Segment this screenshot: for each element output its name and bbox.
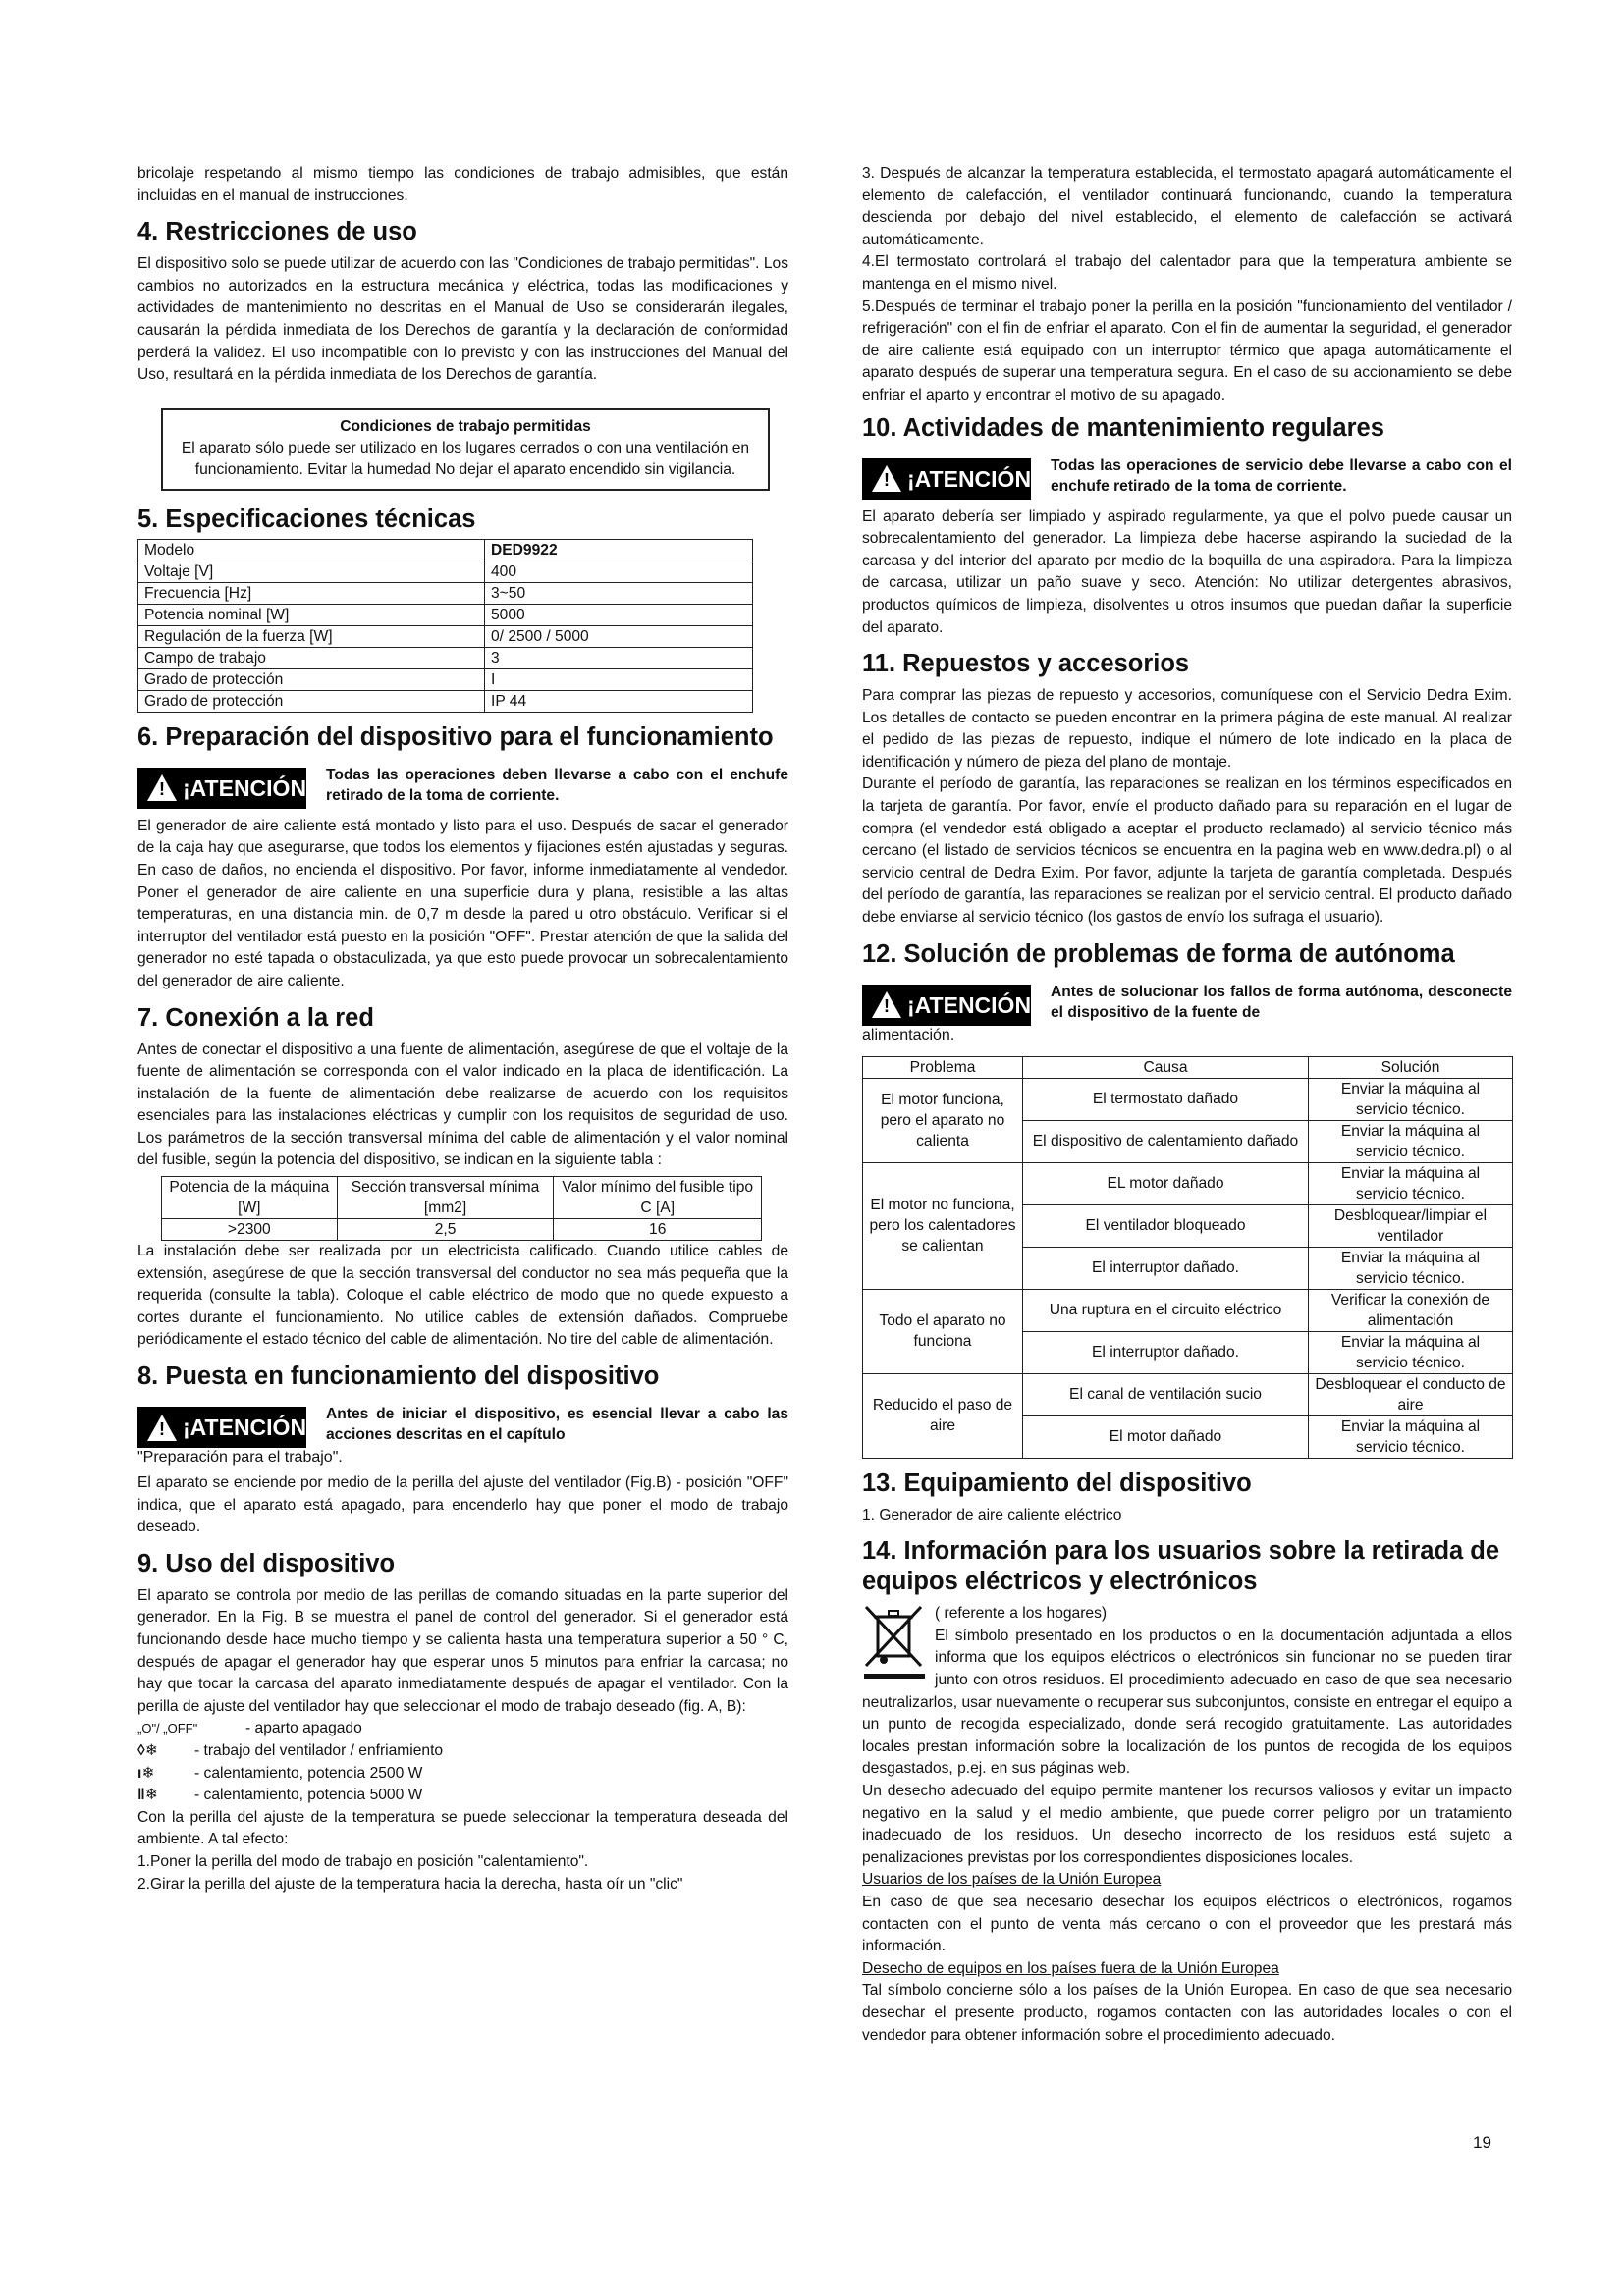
trouble-problem: El motor funciona, pero el aparato no calienta	[863, 1078, 1023, 1162]
crossed-bin-icon	[862, 1603, 927, 1682]
spec-row	[138, 647, 753, 668]
spec-row	[138, 582, 753, 604]
section-13-title: 13. Equipamiento del dispositivo	[862, 1468, 1252, 1497]
trouble-row	[863, 1373, 1513, 1415]
trouble-solution: Enviar la máquina al servicio técnico.	[1309, 1415, 1513, 1458]
trouble-cause: El interruptor dañado.	[1023, 1247, 1309, 1289]
step-5-text: 5.Después de terminar el trabajo poner la perilla en la posición "funcionamiento del ventilador / refrigeración" con el fin de enfriar el aparato. Con el fin de aumentar la seguridad, el generador de aire caliente está equipado con un interruptor térmico que apaga automáticamente el aparato después de superar una temperatura segura. En el caso de su accionamiento se debe enfriar el aparto y encontrar el motivo de su apagado.	[862, 297, 1512, 403]
cable-header-1: Potencia de la máquina [W]	[162, 1177, 338, 1219]
section-9-step-1: 1.Poner la perilla del modo de trabajo en posición "calentamiento".	[137, 1852, 589, 1870]
section-12-title: 12. Solución de problemas de forma de autónoma	[862, 939, 1455, 968]
mode-item	[137, 1763, 788, 1786]
spec-row	[138, 604, 753, 625]
right-column	[862, 163, 1512, 2047]
spec-table	[137, 539, 753, 713]
warning-triangle-icon	[872, 991, 901, 1018]
trouble-solution: Desbloquear el conducto de aire	[1309, 1373, 1513, 1415]
section-6-title: 6. Preparación del dispositivo para el funcionamiento	[137, 722, 774, 751]
spec-row	[138, 690, 753, 712]
weee-block	[862, 1603, 1512, 1781]
spec-value: 400	[485, 561, 753, 582]
spec-row	[138, 625, 753, 647]
warning-block-10	[862, 455, 1512, 501]
trouble-solution: Enviar la máquina al servicio técnico.	[1309, 1331, 1513, 1373]
mode-description: - calentamiento, potencia 2500 W	[194, 1764, 423, 1782]
cable-cell: 16	[554, 1219, 762, 1241]
non-eu-title: Desecho de equipos en los países fuera de la Unión Europea	[862, 1959, 1279, 1977]
step-4-text: 4.El termostato controlará el trabajo del calentador para que la temperatura ambiente se mantenga en el mismo nivel.	[862, 253, 1512, 293]
warning-badge: ! ¡ATENCIÓN!	[137, 1407, 306, 1448]
spec-value: 0/ 2500 / 5000	[485, 625, 753, 647]
section-8-text: El aparato se enciende por medio de la perilla del ajuste del ventilador (Fig.B) - posición "OFF" indica, que el aparato está apagado, para encenderlo hay que poner el modo de trabajo deseado.	[137, 1474, 788, 1536]
mode-item	[137, 1718, 788, 1740]
spec-row	[138, 561, 753, 582]
weee-intro: ( referente a los hogares)	[935, 1605, 1108, 1623]
spec-label: Voltaje [V]	[138, 561, 485, 582]
section-9-step-2: 2.Girar la perilla del ajuste de la temperatura hacia la derecha, hasta oír un "clic"	[137, 1875, 683, 1893]
spec-label: Modelo	[138, 539, 485, 561]
trouble-problem: Todo el aparato no funciona	[863, 1289, 1023, 1373]
spec-value: 3~50	[485, 582, 753, 604]
trouble-cause: El ventilador bloqueado	[1023, 1204, 1309, 1247]
warning-triangle-icon	[147, 774, 177, 801]
section-11-title: 11. Repuestos y accesorios	[862, 650, 1190, 678]
section-9-title: 9. Uso del dispositivo	[137, 1549, 396, 1577]
trouble-solution: Enviar la máquina al servicio técnico.	[1309, 1247, 1513, 1289]
warning-text-continued: "Preparación para el trabajo".	[137, 1449, 343, 1467]
warning-text: Todas las operaciones deben llevarse a cabo con el enchufe retirado de la toma de corriente.	[326, 766, 788, 804]
section-7-text: Antes de conectar el dispositivo a una fuente de alimentación, asegúrese de que el voltaje de la fuente de alimentación se corresponda con el valor indicado en la placa de identificación. La instalación de la fuente de alimentación debe realizarse de acuerdo con los requisitos esenciales para las instalaciones eléctricas y cumplir con los requisitos de seguridad de uso. Los parámetros de la sección transversal mínima del cable de alimentación y el valor nominal del fusible, según la potencia del dispositivo, se indican en la siguiente tabla :	[137, 1041, 788, 1169]
section-7-title: 7. Conexión a la red	[137, 1003, 374, 1032]
mode-symbol: „O"/ „OFF"	[137, 1721, 198, 1736]
trouble-header-solution: Solución	[1309, 1056, 1513, 1078]
section-6-text: El generador de aire caliente está montado y listo para el uso. Después de sacar el generador de la caja hay que asegurarse, que todos los elementos y fijaciones estén ajustadas y seguras. En caso de daños, no encienda el dispositivo. Por favor, informe inmediatamente al vendedor. Poner el generador de aire caliente en una superficie dura y plana, resistible a las altas temperaturas, en una distancia min. de 0,7 m desde la pared u otro obstáculo. Verificar si el interruptor del ventilador está puesto en la posición "OFF". Prestar atención de que la salida del generador no esté tapada o obstaculizada, ya que esto puede provocar un sobrecalentamiento del generador de aire caliente.	[137, 817, 788, 989]
page-number: 19	[1473, 2133, 1491, 2152]
cable-table	[161, 1176, 762, 1241]
warning-badge: ! ¡ATENCIÓN!	[862, 985, 1031, 1026]
trouble-problem: El motor no funciona, pero los calentadores se calientan	[863, 1162, 1023, 1289]
trouble-header-problem: Problema	[863, 1056, 1023, 1078]
trouble-cause: El motor dañado	[1023, 1415, 1309, 1458]
section-14-title: 14. Información para los usuarios sobre la retirada de equipos eléctricos y electrónicos	[862, 1537, 1500, 1596]
trouble-header-cause: Causa	[1023, 1056, 1309, 1078]
section-4-text: El dispositivo solo se puede utilizar de acuerdo con las "Condiciones de trabajo permitidas". Los cambios no autorizados en la estructura mecánica y eléctrica, todas las modificaciones y actividades de mantenimiento no descritas en el Manual de Uso se considerarán ilegales, causarán la pérdida inmediata de los Derechos de garantía y la declaración de conformidad perderá la validez. El uso incompatible con lo previsto y con las instrucciones del Manual del Uso, resultará en la pérdida inmediata de los Derechos de garantía.	[137, 255, 788, 384]
trouble-cause: Una ruptura en el circuito eléctrico	[1023, 1289, 1309, 1331]
mode-item	[137, 1785, 788, 1807]
spec-value: DED9922	[485, 539, 753, 561]
spec-label: Frecuencia [Hz]	[138, 582, 485, 604]
section-8-title: 8. Puesta en funcionamiento del dispositivo	[137, 1362, 660, 1391]
mode-description: - aparto apagado	[245, 1720, 362, 1737]
warning-block-12	[862, 982, 1512, 1027]
trouble-solution: Enviar la máquina al servicio técnico.	[1309, 1078, 1513, 1120]
trouble-problem: Reducido el paso de aire	[863, 1373, 1023, 1458]
mode-symbol: ı❄	[137, 1764, 155, 1782]
spec-row	[138, 539, 753, 561]
warning-badge: ! ¡ATENCIÓN!	[862, 458, 1031, 500]
warning-text: Todas las operaciones de servicio debe llevarse a cabo con el enchufe retirado de la toma de corriente.	[1051, 456, 1512, 495]
cable-header-2: Sección transversal mínima [mm2]	[337, 1177, 554, 1219]
spec-value: 5000	[485, 604, 753, 625]
step-3-text: 3. Después de alcanzar la temperatura establecida, el termostato apagará automáticamente el elemento de calefacción, el ventilador continuará funcionando, cuando la temperatura descienda por debajo del nivel establecido, el elemento de calefacción se activará automáticamente.	[862, 165, 1512, 248]
conditions-box-title: Condiciones de trabajo permitidas	[340, 417, 591, 435]
warning-block-8	[137, 1404, 788, 1449]
mode-symbol: ◊❄	[137, 1741, 158, 1759]
trouble-solution: Enviar la máquina al servicio técnico.	[1309, 1162, 1513, 1204]
section-5-title: 5. Especificaciones técnicas	[137, 505, 476, 533]
weee-text-2: Un desecho adecuado del equipo permite mantener los recursos valiosos y evitar un impacto negativo en la salud y el medio ambiente, que puede correr peligro por un tratamiento inadecuado de los residuos. Un desecho incorrecto de los residuos está sujeto a penalizaciones previstas por los correspondientes disposiciones locales.	[862, 1782, 1512, 1866]
spec-value: IP 44	[485, 690, 753, 712]
spec-label: Potencia nominal [W]	[138, 604, 485, 625]
cable-cell: 2,5	[337, 1219, 554, 1241]
cable-header-3: Valor mínimo del fusible tipo C [A]	[554, 1177, 762, 1219]
trouble-cause: EL motor dañado	[1023, 1162, 1309, 1204]
spec-value: I	[485, 668, 753, 690]
trouble-solution: Desbloquear/limpiar el ventilador	[1309, 1204, 1513, 1247]
section-10-text: El aparato debería ser limpiado y aspirado regularmente, ya que el polvo puede causar un sobrecalentamiento del generador. La limpieza debe hacerse aspirando la suciedad de la carcasa y del interior del aparato por medio de la boquilla de una aspiradora. Para la limpieza de carcasa, utilizar un paño suave y seco. Atención: No utilizar detergentes abrasivos, productos químicos de limpieza, disolventes u otros insumos que puedan dañar la superficie del aparato.	[862, 507, 1512, 636]
trouble-solution: Enviar la máquina al servicio técnico.	[1309, 1120, 1513, 1162]
section-9-text-2: Con la perilla del ajuste de la temperatura se puede seleccionar la temperatura deseada del ambiente. A tal efecto:	[137, 1808, 788, 1848]
section-11-text: Para comprar las piezas de repuesto y accesorios, comuníquese con el Servicio Dedra Exim. Los detalles de contacto se pueden encontrar en la primera página de este manual. Al realizar el pedido de las piezas de repuesto, indique el número de lote indicado en la placa de identificación y número de pieza del plano de montaje.	[862, 687, 1512, 771]
section-9-text: El aparato se controla por medio de las perillas de comando situadas en la parte superior del generador. En la Fig. B se muestra el panel de control del generador. Si el generador está funcionando desde hace mucho tiempo y se calienta hasta una temperatura superior a 50 ° C, después de apagar el generador hay que esperar unos 5 minutos para enfriar la carcasa; no hay que tocar la carcasa del aparato inmediatamente después de apagar el ventilador. Con la perilla de ajuste del ventilador hay que seleccionar el modo de trabajo deseado (fig. A, B):	[137, 1586, 788, 1715]
trouble-row	[863, 1162, 1513, 1204]
warning-text-continued: alimentación.	[862, 1026, 955, 1043]
section-10-title: 10. Actividades de mantenimiento regulares	[862, 413, 1384, 442]
spec-label: Campo de trabajo	[138, 647, 485, 668]
warning-text: Antes de iniciar el dispositivo, es esencial llevar a cabo las acciones descritas en el capítulo	[326, 1406, 788, 1444]
eu-users-text: En caso de que sea necesario desechar los equipos eléctricos o electrónicos, rogamos contacten con el punto de venta más cercano o con el proveedor que les prestará más información.	[862, 1893, 1512, 1955]
spec-label: Grado de protección	[138, 668, 485, 690]
trouble-cause: El canal de ventilación sucio	[1023, 1373, 1309, 1415]
spec-row	[138, 668, 753, 690]
section-13-item: 1. Generador de aire caliente eléctrico	[862, 1506, 1122, 1523]
mode-symbol: ǁ❄	[137, 1787, 158, 1804]
trouble-solution: Verificar la conexión de alimentación	[1309, 1289, 1513, 1331]
mode-item	[137, 1740, 788, 1763]
spec-value: 3	[485, 647, 753, 668]
trouble-row	[863, 1289, 1513, 1331]
spec-label: Grado de protección	[138, 690, 485, 712]
section-4-title: 4. Restricciones de uso	[137, 218, 417, 246]
conditions-box	[161, 408, 770, 491]
cable-cell: >2300	[162, 1219, 338, 1241]
trouble-cause: El dispositivo de calentamiento dañado	[1023, 1120, 1309, 1162]
warning-text: Antes de solucionar los fallos de forma autónoma, desconecte el dispositivo de la fuente de	[1051, 983, 1512, 1021]
non-eu-text: Tal símbolo concierne sólo a los países de la Unión Europea. En caso de que sea necesario desechar el presente producto, rogamos contacten con las autoridades locales o con el vendedor para obtener información sobre el procedimiento adecuado.	[862, 1982, 1512, 2044]
warning-block-6	[137, 765, 788, 810]
eu-users-title: Usuarios de los países de la Unión Europea	[862, 1871, 1162, 1889]
mode-description: - trabajo del ventilador / enfriamiento	[194, 1741, 444, 1759]
spec-label: Regulación de la fuerza [W]	[138, 625, 485, 647]
conditions-box-text: El aparato sólo puede ser utilizado en los lugares cerrados o con una ventilación en funcionamiento. Evitar la humedad No dejar el aparato encendido sin vigilancia.	[181, 439, 750, 478]
section-7-text-2: La instalación debe ser realizada por un electricista calificado. Cuando utilice cables de extensión, asegúrese de que la sección transversal del conductor no sea más pequeña que la requerida (consulte la tabla). Coloque el cable eléctrico de modo que no quede expuesto a cortes durante el funcionamiento. No utilice cables de extensión dañados. Compruebe periódicamente el estado técnico del cable de alimentación. No tire del cable de alimentación.	[137, 1243, 788, 1349]
trouble-row	[863, 1078, 1513, 1120]
mode-description: - calentamiento, potencia 5000 W	[194, 1787, 423, 1804]
troubleshooting-table	[862, 1056, 1513, 1459]
mode-list	[137, 1718, 788, 1806]
warning-triangle-icon	[147, 1415, 177, 1441]
left-column	[137, 163, 788, 1896]
weee-text: El símbolo presentado en los productos o en la documentación adjuntada a ellos informa que los equipos eléctricos o electrónicos sin funcionar no se pueden tirar junto con otros residuos. El procedimiento adecuado en caso de que sea necesario neutralizarlos, usar nuevamente o recuperar sus subconjuntos, consiste en entregar el equipo a un punto de recogida especializado, donde será recogido gratuitamente. Las autoridades locales prestan información sobre la localización de los puntos de recogida de los equipos desgastados, p.ej. en sus páginas web.	[862, 1627, 1512, 1778]
section-11-text-2: Durante el período de garantía, las reparaciones se realizan en los términos especificados en la tarjeta de garantía. Por favor, envíe el producto dañado para su reparación en el lugar de compra (el vendedor está obligado a aceptar el producto reclamado) al servicio técnico más cercano (el listado de servicios técnicos se encuentra en la pagina web en www.dedra.pl) o al servicio central de Dedra Exim. Por favor, adjunte la tarjeta de garantía completada. Después del período de garantía, las reparaciones se realizan por el servicio central. El producto dañado debe enviarse al servicio técnico (los gastos de envío los sufraga el usuario).	[862, 775, 1512, 927]
warning-triangle-icon	[872, 465, 901, 492]
intro-text: bricolaje respetando al mismo tiempo las condiciones de trabajo admisibles, que están incluidas en el manual de instrucciones.	[137, 165, 788, 204]
trouble-cause: El interruptor dañado.	[1023, 1331, 1309, 1373]
trouble-cause: El termostato dañado	[1023, 1078, 1309, 1120]
warning-badge: ! ¡ATENCIÓN!	[137, 768, 306, 809]
